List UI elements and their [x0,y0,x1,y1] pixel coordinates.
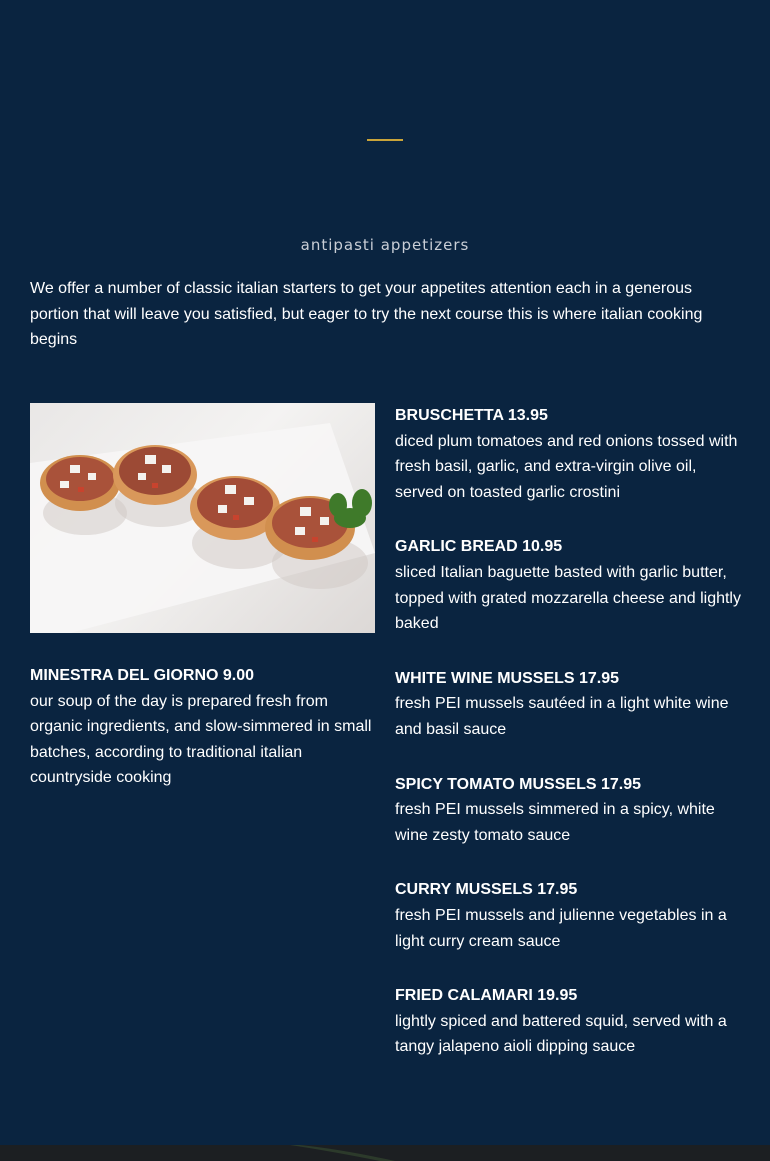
section-title: antipasti appetizers [300,236,470,254]
menu-item-title: FRIED CALAMARI 19.95 [395,987,578,1005]
menu-item-description: fresh PEI mussels sautéed in a light white wine and basil sauce [395,695,729,738]
menu-item-title: MINESTRA DEL GIORNO 9.00 [30,667,255,684]
menu-item [395,666,745,743]
menu-item [395,403,745,505]
menu-item [395,534,745,636]
menu-item-description: our soup of the day is prepared fresh from organic ingredients, and slow-simmered in small batches, according to traditional italian countryside cooking [30,692,372,787]
menu-item [395,983,745,1060]
menu-item-title: SPICY TOMATO MUSSELS 17.95 [395,775,641,793]
menu-item-description: sliced Italian baguette basted with garlic butter, topped with grated mozzarella cheese and lightly baked [395,563,741,633]
gold-divider [367,139,403,141]
menu-item-description: diced plum tomatoes and red onions tossed with fresh basil, garlic, and extra-virgin olive oil, served on toasted garlic crostini [395,432,738,501]
right-menu-column [395,403,745,1089]
menu-item-title: GARLIC BREAD 10.95 [395,538,563,556]
menu-item-title: WHITE WINE MUSSELS 17.95 [395,669,620,687]
menu-item [395,877,745,954]
menu-item-description: fresh PEI mussels and julienne vegetables in a light curry cream sauce [395,906,727,950]
menu-item-description: lightly spiced and battered squid, served with a tangy jalapeno aioli dipping sauce [395,1012,727,1056]
section-intro: We offer a number of classic italian starters to get your appetites attention each in a generous portion that will leave you satisfied, but eager to try the next course this is where italian cooking begins [30,280,703,349]
menu-item-title: BRUSCHETTA 13.95 [395,407,548,424]
next-section-band [0,1145,770,1161]
menu-item [30,663,375,791]
menu-item-description: fresh PEI mussels simmered in a spicy, white wine zesty tomato sauce [395,801,715,844]
menu-item-title: CURRY MUSSELS 17.95 [395,881,578,899]
menu-item [395,772,745,849]
bruschetta-photo [30,403,375,633]
left-menu-column [30,663,375,820]
